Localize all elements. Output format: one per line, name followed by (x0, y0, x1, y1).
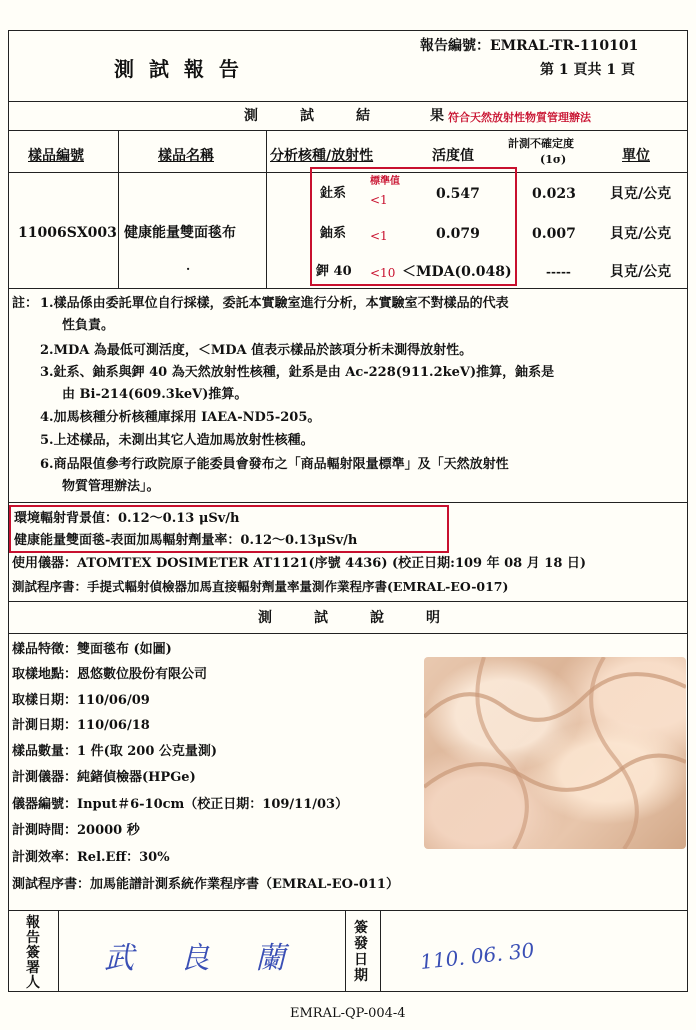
date-label: 簽發日期 (354, 920, 368, 984)
note-line: 3.釷系、鈾系與鉀 40 為天然放射性核種，釷系是由 Ac-228(911.2keV)推算，鈾系是 (40, 365, 555, 380)
activity-value: 0.079 (436, 226, 480, 242)
divider (118, 130, 119, 288)
uncertainty-value: ----- (546, 265, 571, 279)
signer-label: 報告簽署人 (26, 915, 40, 991)
divider (8, 288, 688, 289)
issue-date: 110. 06. 30 (419, 938, 536, 974)
note-line: 5.上述樣品，未測出其它人造加馬放射性核種。 (40, 433, 314, 448)
note-line: 1.樣品係由委託單位自行採樣，委託本實驗室進行分析，本實驗室不對樣品的代表 (40, 296, 509, 311)
col-unit: 單位 (622, 148, 650, 164)
divider (8, 101, 688, 102)
col-sample-no: 樣品編號 (28, 148, 84, 164)
note-line: 4.加馬核種分析核種庫採用 IAEA-ND5-205。 (40, 410, 321, 425)
note-line: 6.商品限值參考行政院原子能委員會發布之「商品輻射限量標準」及「天然放射性 (40, 457, 509, 472)
test-procedure: 測試程序書：手提式輻射偵檢器加馬直接輻射劑量率量測作業程序書(EMRAL-EO-017) (12, 579, 509, 594)
uncertainty-value: 0.023 (532, 186, 576, 202)
sample-number: 11006SX003 (18, 225, 117, 241)
results-title: 測 試 結 (244, 108, 370, 124)
desc-item: 計測儀器：純鍺偵檢器(HPGe) (12, 770, 196, 785)
desc-item: 計測日期：110/06/18 (12, 718, 150, 733)
description-title: 測 試 說 明 (258, 610, 440, 626)
desc-item: 取樣地點：恩悠數位股份有限公司 (12, 667, 208, 682)
quilt-pattern (424, 657, 686, 849)
divider (8, 633, 688, 634)
sample-name: 健康能量雙面毯布 (124, 225, 236, 241)
standard-label: 標準值 (370, 176, 400, 187)
divider (8, 130, 688, 131)
col-uncertainty-sigma: (1σ) (540, 153, 567, 166)
divider (58, 910, 59, 992)
form-number: EMRAL-QP-004-4 (290, 1006, 406, 1021)
nuclide-name: 鈾系 (320, 226, 347, 241)
note-line: 2.MDA 為最低可測活度，＜MDA 值表示樣品於該項分析未測得放射性。 (40, 343, 473, 358)
instrument-used: 使用儀器：ATOMTEX DOSIMETER AT1121(序號 4436) (校正日期:109 年 08 月 18 日) (12, 556, 587, 571)
standard-value: <1 (370, 229, 388, 243)
desc-item: 樣品特徵：雙面毯布 (如圖) (12, 642, 172, 657)
divider (266, 130, 267, 288)
standard-value: <1 (370, 193, 388, 207)
activity-value: ＜MDA(0.048) (402, 264, 512, 280)
desc-item: 計測效率：Rel.Eff：30% (12, 850, 170, 865)
divider (8, 910, 688, 911)
stray-dot: . (186, 259, 191, 273)
desc-item: 計測時間：20000 秒 (12, 823, 140, 838)
surface-dose-rate: 健康能量雙面毯-表面加馬輻射劑量率：0.12～0.13μSv/h (14, 533, 358, 548)
col-nuclide: 分析核種/放射性 (270, 148, 374, 164)
nuclide-name: 釷系 (320, 186, 347, 201)
desc-item: 儀器編號：Input＃6-10cm（校正日期：109/11/03） (12, 797, 349, 812)
desc-item: 取樣日期：110/06/09 (12, 693, 150, 708)
activity-value: 0.547 (436, 186, 480, 202)
unit-value: 貝克/公克 (610, 186, 672, 202)
col-sample-name: 樣品名稱 (158, 148, 214, 164)
nuclide-name: 鉀 40 (316, 264, 352, 279)
notes-prefix: 註： (12, 296, 39, 311)
divider (380, 910, 381, 992)
background-radiation: 環境輻射背景值：0.12～0.13 μSv/h (14, 511, 240, 526)
report-number: 報告編號：EMRAL-TR-110101 (420, 38, 639, 54)
unit-value: 貝克/公克 (610, 226, 672, 242)
note-line: 物質管理辦法」。 (62, 479, 160, 494)
note-line: 性負責。 (62, 318, 115, 333)
col-uncertainty: 計測不確定度 (508, 137, 574, 150)
standard-value: <10 (370, 266, 396, 280)
compliance-stamp: 符合天然放射性物質管理辦法 (448, 111, 591, 124)
report-title: 測 試 報 告 (114, 57, 243, 81)
page-info: 第 1 頁共 1 頁 (540, 62, 635, 78)
desc-item: 測試程序書：加馬能譜計測系統作業程序書（EMRAL-EO-011） (12, 877, 399, 892)
divider (345, 910, 346, 992)
divider (8, 601, 688, 602)
sample-photo (424, 657, 686, 849)
signer-signature: 武 良 蘭 (104, 941, 304, 976)
note-line: 由 Bi-214(609.3keV)推算。 (62, 387, 248, 402)
col-activity: 活度值 (432, 148, 474, 164)
uncertainty-value: 0.007 (532, 226, 576, 242)
divider (8, 502, 688, 503)
unit-value: 貝克/公克 (610, 264, 672, 280)
desc-item: 樣品數量：1 件(取 200 公克量測) (12, 744, 218, 759)
results-title-tail: 果 (430, 108, 444, 124)
